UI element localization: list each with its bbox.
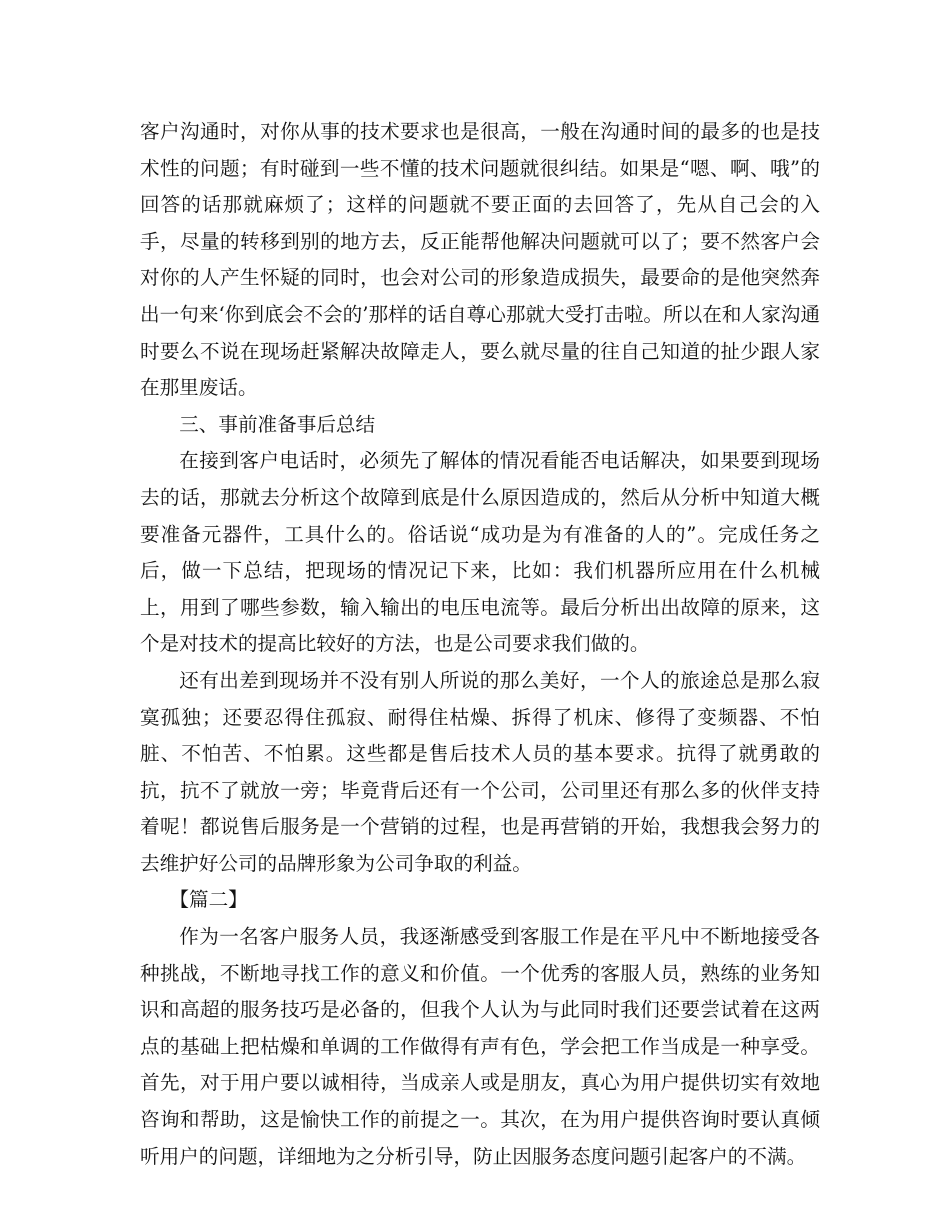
paragraph-customer-service: 作为一名客户服务人员，我逐渐感受到客服工作是在平凡中不断地接受各种挑战，不断地寻找工作的意义和价值。一个优秀的客服人员，熟练的业务知识和高超的服务技巧是必备的，但我个人认为与此同时我们还要尝试着在这两点的基础上把枯燥和单调的工作做得有声有色，学会把工作当成是一种享受。首先，对于用户要以诚相待，当成亲人或是朋友，真心为用户提供切实有效地咨询和帮助，这是愉快工作的前提之一。其次，在为用户提供咨询时要认真倾听用户的问题，详细地为之分析引导，防止因服务态度问题引起客户的不满。 [140, 925, 820, 1168]
document-body [140, 114, 820, 1175]
paragraph-communication: 客户沟通时，对你从事的技术要求也是很高，一般在沟通时间的最多的也是技术性的问题；有时碰到一些不懂的技术问题就很纠结。如果是“嗯、啊、哦”的回答的话那就麻烦了；这样的问题就不要正面的去回答了，先从自己会的入手，尽量的转移到别的地方去，反正能帮他解决问题就可以了；要不然客户会对你的人产生怀疑的同时，也会对公司的形象造成损失，最要命的是他突然奔出一句来‘你到底会不会的’那样的话自尊心那就大受打击啦。所以在和人家沟通时要么不说在现场赶紧解决故障走人，要么就尽量的往自己知道的扯少跟人家在那里废话。 [140, 120, 820, 400]
paragraph-preparation: 在接到客户电话时，必须先了解体的情况看能否电话解决，如果要到现场去的话，那就去分析这个故障到底是什么原因造成的，然后从分析中知道大概要准备元器件，工具什么的。俗话说“成功是为有准备的人的”。完成任务之后，做一下总结，把现场的情况记下来，比如：我们机器所应用在什么机械上，用到了哪些参数，输入输出的电压电流等。最后分析出出故障的原来，这个是对技术的提高比较好的方法，也是公司要求我们做的。 [140, 449, 820, 656]
paragraph-business-trip: 还有出差到现场并不没有别人所说的那么美好，一个人的旅途总是那么寂寞孤独；还要忍得住孤寂、耐得住枯燥、拆得了机床、修得了变频器、不怕脏、不怕苦、不怕累。这些都是售后技术人员的基本要求。抗得了就勇敢的抗，抗不了就放一旁；毕竟背后还有一个公司，公司里还有那么多的伙伴支持着呢！都说售后服务是一个营销的过程，也是再营销的开始，我想我会努力的去维护好公司的品牌形象为公司争取的利益。 [140, 668, 820, 875]
section-title-part-two: 【篇二】 [169, 888, 248, 912]
section-heading-preparation: 三、事前准备事后总结 [179, 412, 376, 436]
